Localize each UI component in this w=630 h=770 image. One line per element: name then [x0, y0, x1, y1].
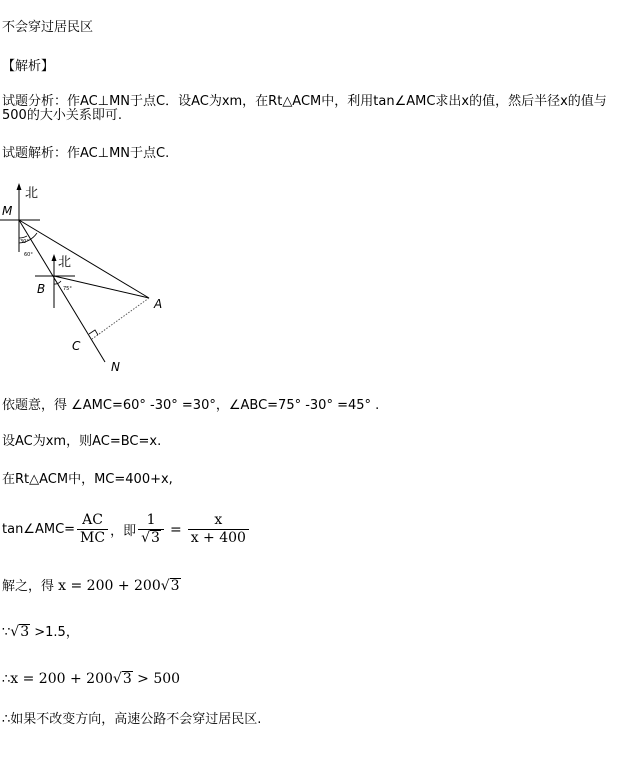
therefore-symbol: ∴ — [2, 672, 11, 687]
north-label-m: 北 — [25, 186, 39, 201]
angle-75-label: 75° — [63, 286, 72, 292]
equals-sign: = — [169, 521, 182, 538]
fraction-x-numerator: x — [188, 512, 249, 530]
fraction-ac-mc — [77, 512, 108, 547]
therefore-suffix: > 500 — [132, 671, 181, 687]
sqrt-sign: √ — [160, 578, 170, 594]
let-ac-line: 设AC为xm，则AC=BC=x. — [2, 434, 162, 449]
sqrt-sign: √ — [141, 530, 151, 546]
therefore-line — [2, 671, 180, 687]
north-label-b: 北 — [58, 255, 72, 270]
fraction-x-over-x400 — [188, 512, 249, 547]
angle-60-label: 60° — [24, 252, 33, 258]
answer-line: 不会穿过居民区 — [2, 20, 94, 35]
tan-mid-text: ，即 — [110, 524, 137, 539]
solution-intro: 试题解析：作AC⊥MN于点C. — [2, 146, 170, 161]
solve-prefix: 解之，得 — [2, 579, 59, 594]
fraction-1-sqrt3 — [138, 512, 164, 547]
because-symbol: ∵ — [2, 625, 11, 640]
because-line — [2, 624, 79, 640]
label-m: M — [2, 204, 13, 218]
sqrt-sign: √ — [10, 624, 20, 640]
radicand: 3 — [20, 624, 30, 640]
fraction-x-denominator: x + 400 — [190, 530, 246, 546]
radicand: 3 — [122, 671, 132, 687]
radicand: 3 — [170, 578, 180, 594]
therefore-expression: x = 200 + 200 — [10, 671, 113, 687]
geometry-figure — [0, 180, 200, 375]
analysis-heading: 【解析】 — [2, 59, 55, 74]
label-n: N — [111, 360, 120, 374]
solve-line — [2, 578, 181, 594]
tangent-equation — [2, 512, 251, 547]
angle-30-label: 30° — [20, 239, 29, 245]
fraction-ac-mc-denominator: MC — [80, 530, 106, 546]
fraction-1-sqrt3-numerator: 1 — [138, 512, 164, 530]
label-c: C — [72, 339, 81, 353]
radicand: 3 — [151, 530, 160, 546]
label-b: B — [37, 282, 46, 296]
solve-expression: x = 200 + 200 — [58, 578, 161, 594]
because-suffix: >1.5， — [30, 625, 79, 640]
label-a: A — [154, 297, 163, 311]
analysis-text-line-2: 500的大小关系即可. — [2, 108, 122, 123]
angle-calculation: 依题意，得 ∠AMC=60° -30° =30°，∠ABC=75° -30° =45° . — [2, 398, 380, 413]
conclusion: ∴如果不改变方向，高速公路不会穿过居民区. — [2, 712, 262, 727]
tan-prefix: tan∠AMC= — [2, 522, 76, 537]
fraction-ac-mc-numerator: AC — [77, 512, 108, 530]
mc-expression: 在Rt△ACM中，MC=400+x, — [2, 472, 173, 487]
sqrt-sign: √ — [112, 671, 122, 687]
analysis-text-line-1: 试题分析：作AC⊥MN于点C．设AC为xm，在Rt△ACM中，利用tan∠AMC求出x的值，然后半径x的值与 — [2, 94, 607, 109]
fraction-1-sqrt3-denominator — [138, 530, 164, 547]
